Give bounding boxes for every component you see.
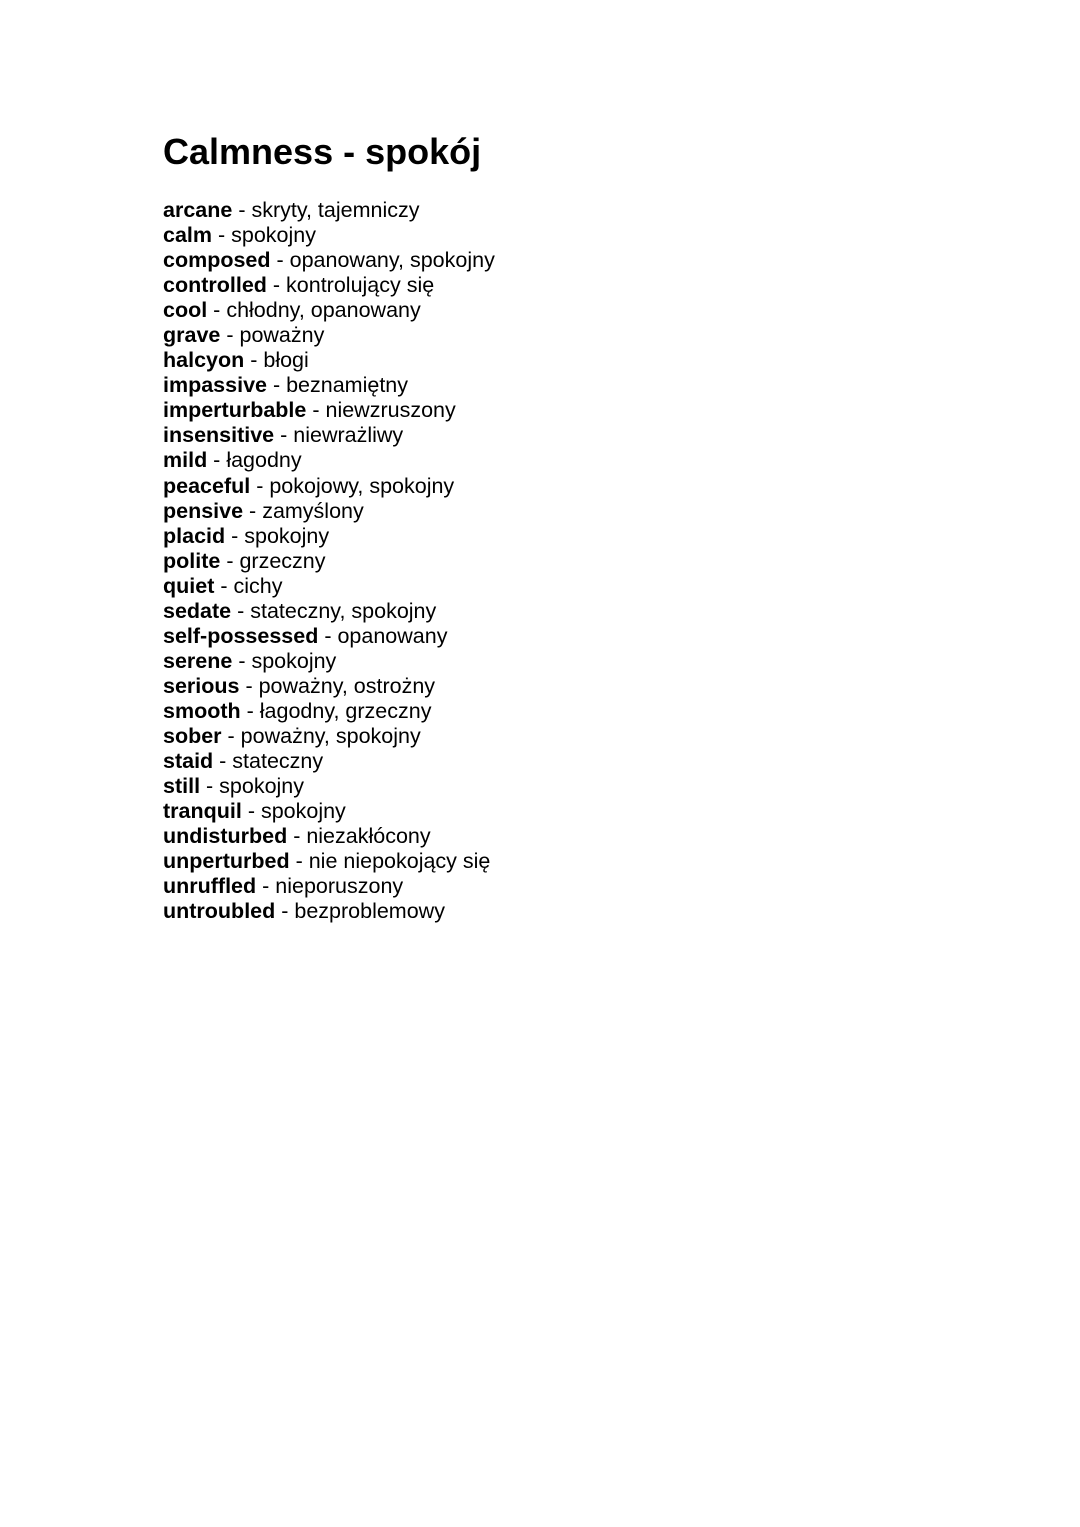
vocab-entry [163, 574, 495, 599]
vocab-entry [163, 799, 495, 824]
vocab-separator: - [212, 223, 232, 248]
vocabulary-list [163, 198, 495, 924]
vocab-separator: - [200, 774, 220, 799]
vocab-term: still [163, 774, 201, 799]
vocab-entry [163, 774, 495, 799]
vocab-entry [163, 899, 495, 924]
vocab-term: arcane [163, 198, 233, 222]
vocab-entry [163, 849, 495, 874]
vocab-term: staid [163, 749, 214, 774]
vocab-term: grave [163, 323, 221, 348]
vocab-term: sedate [163, 598, 232, 623]
vocab-entry [163, 724, 495, 749]
vocab-entry [163, 373, 495, 398]
vocab-term: tranquil [163, 799, 242, 824]
vocab-translation: poważny, spokojny [240, 723, 421, 748]
vocab-term: undisturbed [163, 824, 288, 849]
vocab-translation: spokojny [251, 648, 337, 673]
vocab-separator: - [220, 548, 240, 573]
vocab-translation: spokojny [219, 774, 305, 799]
vocab-translation: niewrażliwy [293, 423, 404, 448]
vocab-term: cool [163, 298, 208, 323]
vocab-entry [163, 499, 495, 524]
vocab-entry [163, 624, 495, 649]
vocab-translation: poważny [239, 323, 325, 348]
vocab-term: sober [163, 723, 222, 748]
vocab-entry [163, 348, 495, 373]
vocab-separator: - [214, 573, 234, 598]
vocab-entry [163, 223, 495, 248]
vocab-translation: stateczny [232, 749, 324, 774]
vocab-entry [163, 323, 495, 348]
vocab-translation: opanowany [337, 623, 448, 648]
vocab-translation: bezproblemowy [294, 899, 445, 924]
vocab-term: insensitive [163, 423, 275, 448]
vocab-separator: - [266, 373, 287, 398]
vocab-separator: - [270, 248, 290, 273]
vocab-translation: spokojny [244, 523, 330, 548]
vocab-term: serene [163, 648, 233, 673]
vocab-entry [163, 549, 495, 574]
vocab-term: pensive [163, 498, 244, 523]
vocab-separator: - [207, 448, 227, 473]
vocab-separator: - [289, 849, 309, 874]
vocab-entry [163, 248, 495, 273]
vocab-separator: - [241, 799, 261, 824]
vocab-entry [163, 474, 495, 499]
vocab-separator: - [250, 473, 270, 498]
vocab-separator: - [225, 523, 245, 548]
vocab-translation: spokojny [260, 799, 346, 824]
vocab-separator: - [240, 698, 260, 723]
vocab-entry [163, 398, 495, 423]
vocab-entry [163, 649, 495, 674]
vocab-separator: - [232, 648, 252, 673]
vocab-separator: - [275, 899, 295, 924]
vocab-entry [163, 298, 495, 323]
vocab-separator: - [221, 723, 241, 748]
vocab-separator: - [244, 348, 264, 373]
vocab-translation: beznamiętny [286, 373, 408, 398]
vocab-translation: nieporuszony [275, 874, 404, 899]
vocab-translation: opanowany, spokojny [289, 248, 495, 273]
vocab-entry [163, 524, 495, 549]
vocab-term: smooth [163, 698, 241, 723]
vocab-separator: - [256, 874, 276, 899]
vocab-entry [163, 699, 495, 724]
vocab-translation: zamyślony [262, 498, 364, 523]
vocab-entry [163, 448, 495, 473]
vocab-separator: - [306, 398, 326, 423]
vocab-term: polite [163, 548, 221, 573]
vocab-translation: skryty, tajemniczy [251, 198, 420, 222]
vocab-separator: - [239, 673, 259, 698]
vocab-term: untroubled [163, 899, 276, 924]
vocab-translation: poważny, ostrożny [258, 673, 436, 698]
vocab-term: self-possessed [163, 623, 319, 648]
vocab-term: imperturbable [163, 398, 307, 423]
vocab-separator: - [243, 498, 263, 523]
vocab-separator: - [213, 749, 233, 774]
vocab-translation: chłodny, opanowany [226, 298, 421, 323]
vocab-separator: - [232, 198, 252, 222]
vocab-term: halcyon [163, 348, 245, 373]
page-title: Calmness - spokój [163, 131, 482, 172]
vocab-entry [163, 423, 495, 448]
vocab-translation: stateczny, spokojny [250, 598, 437, 623]
vocab-entry [163, 824, 495, 849]
vocab-separator: - [266, 273, 287, 298]
vocab-translation: grzeczny [239, 548, 326, 573]
vocab-separator: - [287, 824, 307, 849]
vocab-translation: niezakłócony [306, 824, 431, 849]
vocab-term: placid [163, 523, 226, 548]
vocab-term: mild [163, 448, 208, 473]
vocab-term: unruffled [163, 874, 257, 899]
vocab-term: unperturbed [163, 849, 290, 874]
vocab-separator: - [207, 298, 227, 323]
vocab-term: composed [163, 248, 271, 273]
vocab-term: serious [163, 673, 240, 698]
vocab-translation: łagodny, grzeczny [259, 698, 432, 723]
vocab-term: impassive [163, 373, 267, 398]
vocab-term: controlled [163, 273, 267, 298]
vocab-entry [163, 874, 495, 899]
vocab-translation: spokojny [231, 223, 316, 248]
vocab-translation: błogi [263, 348, 309, 373]
vocab-term: calm [163, 223, 213, 248]
vocab-translation: cichy [233, 573, 283, 598]
vocab-translation: niewzruszony [325, 398, 456, 423]
vocab-entry [163, 198, 495, 223]
vocab-term: peaceful [163, 473, 251, 498]
vocab-entry [163, 749, 495, 774]
vocab-translation: nie niepokojący się [308, 849, 491, 874]
vocab-entry [163, 273, 495, 298]
vocab-entry [163, 599, 495, 624]
vocab-separator: - [318, 623, 338, 648]
vocab-term: quiet [163, 573, 215, 598]
vocab-translation: łagodny [226, 448, 302, 473]
vocab-translation: pokojowy, spokojny [269, 473, 455, 498]
vocab-entry [163, 674, 495, 699]
vocab-separator: - [274, 423, 294, 448]
vocab-translation: kontrolujący się [286, 273, 435, 298]
vocab-separator: - [231, 598, 251, 623]
vocab-separator: - [220, 323, 240, 348]
